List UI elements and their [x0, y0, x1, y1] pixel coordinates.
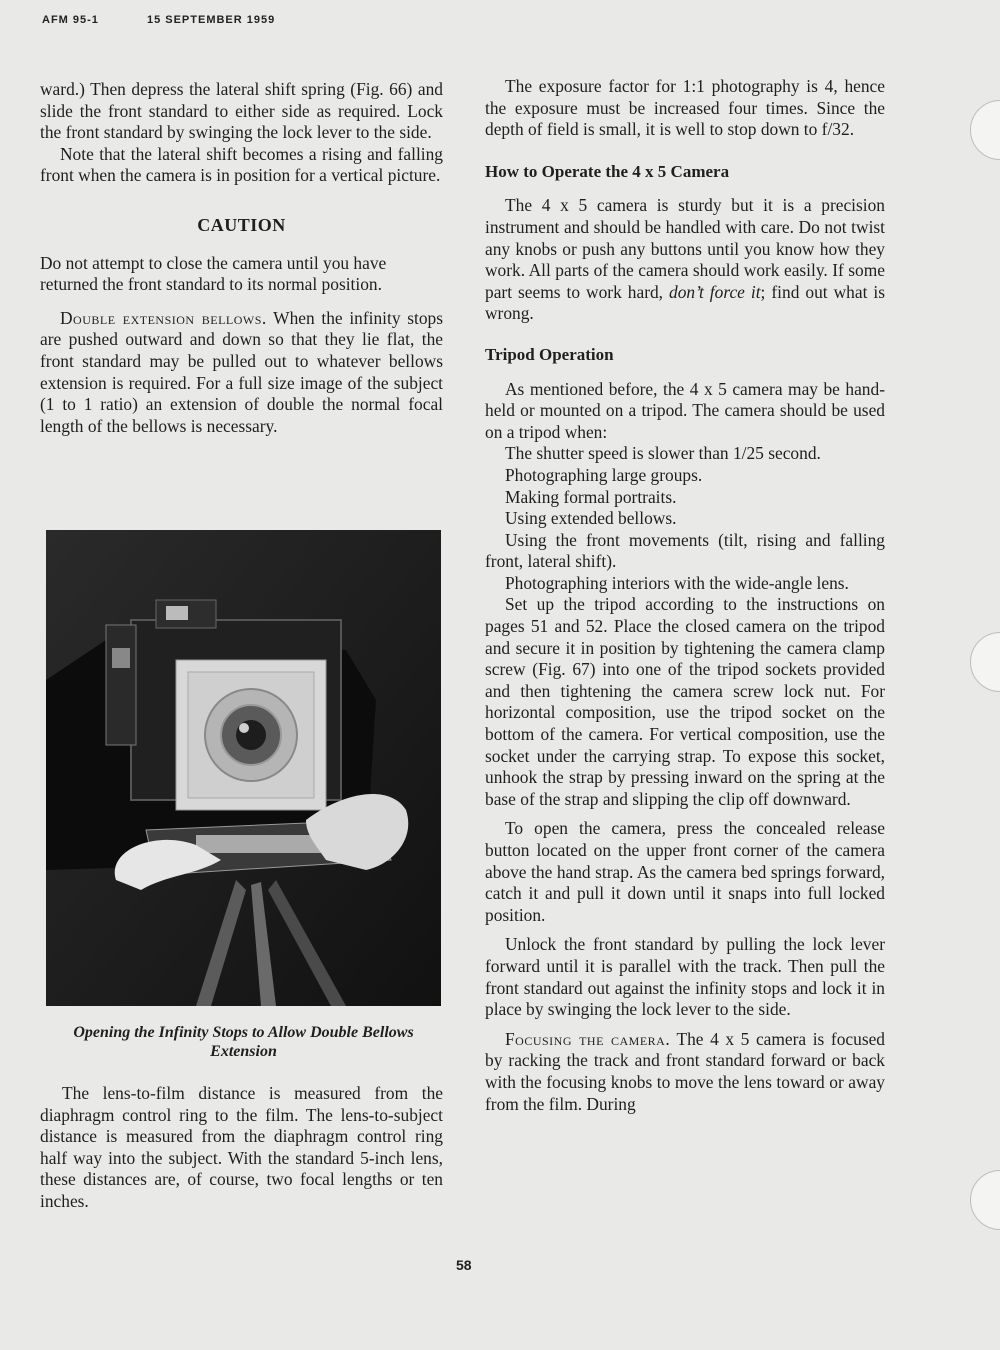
camera-photo-illustration [46, 530, 441, 1006]
caution-text: Do not attempt to close the camera until you have returned the front standard to its normal position. [40, 252, 387, 295]
camera-photograph [46, 530, 441, 1006]
binder-hole [970, 1170, 1000, 1230]
right-paragraph-1 [485, 76, 885, 141]
caution-title: CAUTION [197, 214, 286, 235]
photo-caption: Opening the Infinity Stops to Allow Double Bellows Extension [73, 1024, 414, 1060]
right-paragraph-2 [485, 195, 885, 325]
list-item: Making formal portraits. [505, 486, 677, 507]
heading-tripod-operation: Tripod Operation [485, 344, 614, 364]
header-doc-id: AFM 95-1 [42, 14, 99, 26]
list-item: Photographing interiors with the wide-angle lens. [505, 572, 849, 593]
left-column [40, 79, 443, 437]
left-paragraph-4: The lens-to-film distance is measured from the diaphragm control ring to the film. The lens-to-subject distance is measured from the diaphragm control ring half way into the subject. With the standard 5-inch lens, these distances are, of course, two focal lengths or ten inches. [40, 1083, 443, 1211]
left-paragraph-2: Note that the lateral shift becomes a rising and falling front when the camera is in position for a vertical picture. [40, 143, 443, 186]
page-header [42, 14, 275, 26]
right-paragraph-2-a: The 4 x 5 camera is sturdy but it is a precision instrument and should be handled with care. Do not twist any knobs or push any buttons until you know how they work. All parts of the camera should work easily. If some part seems to work hard, [485, 195, 885, 302]
list-item: Using the front movements (tilt, rising and falling front, lateral shift). [485, 529, 885, 572]
right-paragraph-1-body: The exposure factor for 1:1 photography is 4, hence the exposure must be increased four times. Since the depth of field is small, it is well to stop down to f/32. [485, 76, 885, 140]
list-item: Photographing large groups. [505, 464, 703, 485]
right-paragraph-6: Unlock the front standard by pulling the lock lever forward until it is parallel with the track. Then pull the front standard out against the infinity stops and lock it in place by swinging the lock lever to the side. [485, 934, 885, 1020]
page-number: 58 [456, 1257, 472, 1273]
list-item: The shutter speed is slower than 1/25 second. [505, 443, 821, 464]
left-paragraph-1: ward.) Then depress the lateral shift spring (Fig. 66) and slide the front standard to either side as required. Lock the front standard by swinging the lock lever to the side. [40, 79, 443, 143]
right-paragraph-4: Set up the tripod according to the instructions on pages 51 and 52. Place the closed camera on the tripod and secure it in position by tightening the camera clamp screw (Fig. 67) into one of the tripod sockets provided and then tightening the camera screw lock nut. For horizontal composition, use the tripod socket on the bottom of the camera. For vertical composition, use the socket under the carrying strap. To expose this socket, unhook the strap by pressing inward on the spring at the base of the strap and slipping the clip off downward. [485, 594, 885, 809]
heading-operate-camera: How to Operate the 4 x 5 Camera [485, 161, 730, 181]
right-paragraph-3: As mentioned before, the 4 x 5 camera may be hand-held or mounted on a tripod. The camera should be used on a tripod when: [485, 378, 885, 442]
section-lead-focusing: Focusing the camera. [505, 1028, 671, 1049]
right-paragraph-7-body: The 4 x 5 camera is focused by racking the track and front standard forward or back with the focusing knobs to move the lens toward or away from the film. During [485, 1028, 885, 1114]
left-column-bottom [40, 1083, 443, 1213]
right-paragraph-2-b: ; find out what is wrong. [485, 281, 885, 324]
left-paragraph-3 [40, 308, 443, 438]
section-lead-double-extension: Double extension bellows. [60, 307, 267, 328]
emphasis-dont-force: don’t force it [669, 281, 761, 302]
header-date: 15 SEPTEMBER 1959 [146, 14, 276, 26]
left-paragraph-3-body: When the infinity stops are pushed outward and down so that they lie flat, the front standard may be pulled out to whatever bellows extension is required. For a full size image of the subject (1 to 1 ratio) an extension of double the normal focal length of the bellows is necessary. [40, 307, 443, 436]
list-item: Using extended bellows. [505, 508, 677, 529]
binder-hole [970, 100, 1000, 160]
right-column [485, 76, 885, 1115]
right-paragraph-5: To open the camera, press the concealed release button located on the upper front corner of the camera above the hand strap. As the camera bed springs forward, catch it and pull it down until it snaps into full locked position. [485, 818, 885, 925]
right-paragraph-7 [485, 1029, 885, 1115]
binder-hole [970, 632, 1000, 692]
